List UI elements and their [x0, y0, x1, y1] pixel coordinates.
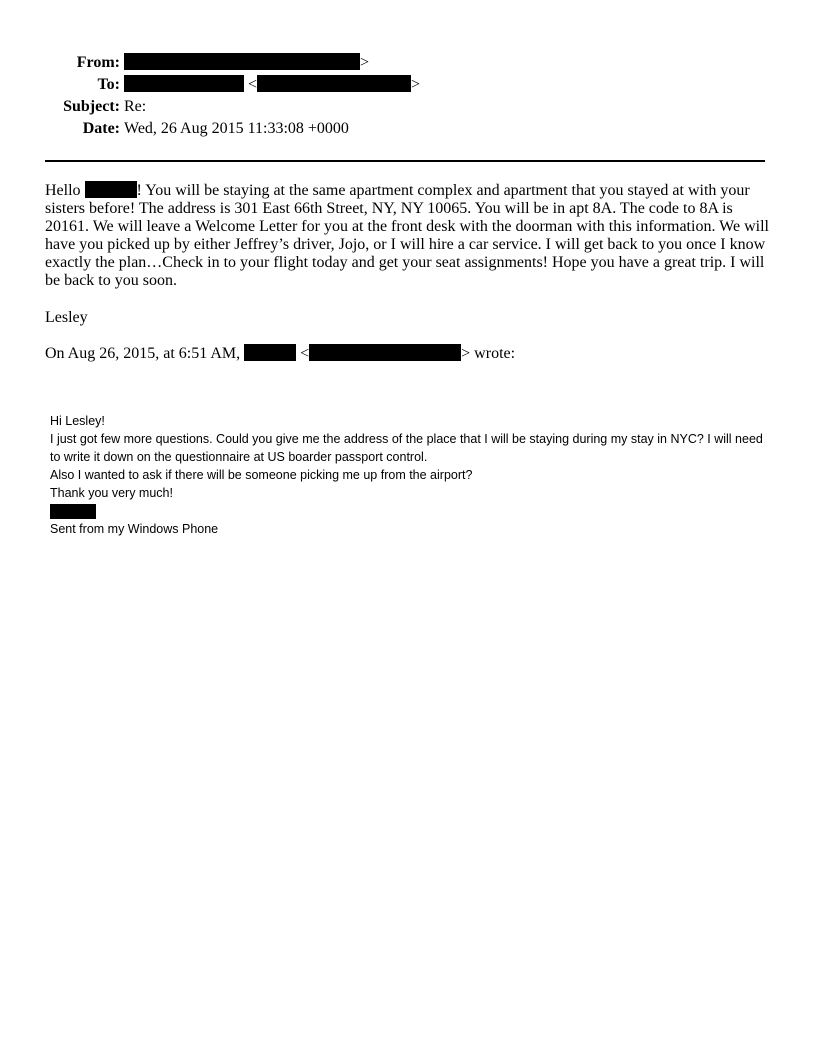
redaction-box: [257, 75, 411, 92]
from-value: [124, 52, 369, 74]
quoted-line: I just got few more questions. Could you give me the address of the place that I will be staying during my stay in NYC? I will need to write it down on the questionnaire at US boarder passport control.: [50, 432, 763, 464]
to-close: >: [411, 76, 421, 93]
quoted-message: [50, 412, 770, 538]
signoff: Lesley: [45, 309, 88, 326]
subject-row: [0, 96, 816, 118]
redaction-box: [124, 75, 244, 92]
header-divider: [45, 160, 765, 162]
to-row: [0, 74, 816, 96]
quoted-line: Also I wanted to ask if there will be someone picking me up from the airport?: [50, 468, 473, 482]
quoted-line: Thank you very much!: [50, 486, 173, 500]
quoted-line: Hi Lesley!: [50, 414, 105, 428]
from-label: From:: [76, 54, 120, 71]
attribution-suffix: > wrote:: [461, 345, 516, 362]
greeting: Hello: [45, 182, 81, 199]
reply-body: [45, 181, 775, 290]
reply-paragraph: [45, 181, 775, 290]
to-label: To:: [97, 76, 120, 93]
date-label: Date:: [82, 120, 120, 137]
quoted-signature-redaction: [50, 502, 770, 520]
subject-value: Re:: [124, 98, 147, 115]
attribution-open: <: [300, 345, 310, 362]
attribution-prefix: On Aug 26, 2015, at 6:51 AM,: [45, 345, 241, 362]
quote-attribution: [45, 344, 515, 364]
email-header: [0, 52, 816, 140]
redaction-box: [50, 504, 96, 519]
redaction-box: [85, 181, 137, 198]
from-suffix: >: [360, 54, 370, 71]
reply-text: ! You will be staying at the same apartment complex and apartment that you stayed at with your sisters before! The address is 301 East 66th Street, NY, NY 10065. You will be in apt 8A. The code to 8A is 20161. We will leave a Welcome Letter for you at the front desk with the doorman with this information. We will have you picked up by either Jeffrey’s driver, Jojo, or I will hire a car service. I will get back to you once I know exactly the plan…Check in to your flight today and get your seat assignments! Hope you have a great trip. I will be back to you soon.: [45, 182, 769, 289]
from-row: [0, 52, 816, 74]
redaction-box: [244, 344, 296, 361]
to-open: <: [248, 76, 258, 93]
redaction-box: [309, 344, 461, 361]
subject-label: Subject:: [63, 98, 120, 115]
redaction-box: [124, 53, 360, 70]
date-value: Wed, 26 Aug 2015 11:33:08 +0000: [124, 120, 349, 137]
to-value: [124, 74, 420, 96]
date-row: [0, 118, 816, 140]
quoted-line: Sent from my Windows Phone: [50, 522, 219, 536]
